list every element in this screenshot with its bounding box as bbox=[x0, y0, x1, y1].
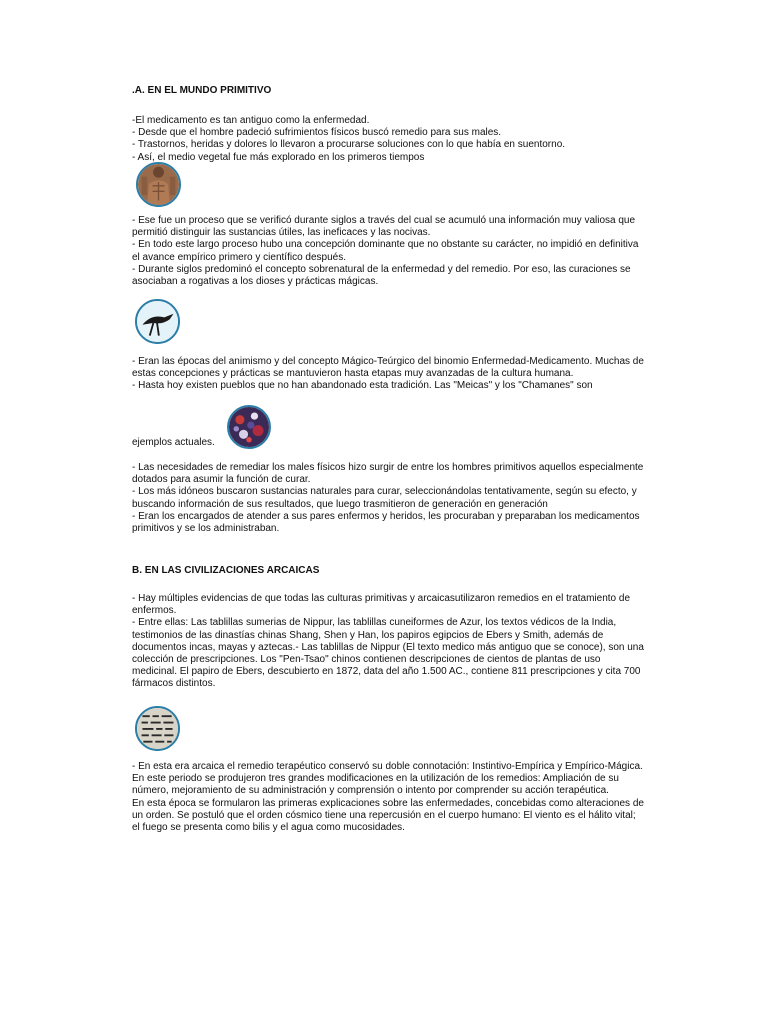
section-a-paragraph-3-tail: ejemplos actuales. bbox=[132, 437, 215, 448]
paragraph-line: - Hay múltiples evidencias de que todas las culturas primitivas y arcaicasutilizaron remedios en el tratamiento de enfermos. bbox=[132, 593, 631, 617]
paragraph-line: - Desde que el hombre padeció sufrimientos físicos buscó remedio para sus males. bbox=[132, 127, 502, 139]
paragraph-line: - Trastornos, heridas y dolores lo llevaron a procurarse soluciones con lo que había en suentorno. bbox=[132, 139, 566, 151]
paragraph-line: - Durante siglos predominó el concepto sobrenatural de la enfermedad y del remedio. Por eso, las curaciones se asociaban a rogativas a los dioses y prácticas mágicas. bbox=[132, 263, 631, 288]
section-a-paragraph-1 bbox=[132, 115, 644, 164]
section-b-paragraph-2 bbox=[132, 761, 644, 834]
paragraph-line: - Eran los encargados de atender a sus pares enfermos y heridos, les procuraban y preparaban los medicamentos primitivos y se los administraban. bbox=[132, 510, 640, 535]
paragraph-line: - En esta era arcaica el remedio terapéutico conservó su doble connotación: Instintivo-Empírica y Empírico-Mágica. En este periodo se produjeron tres grandes modificaciones en la utilización de los remedios: Ampliación de su número, mejoramiento de su administración y comprensión o intento por comprender su acción terapéutica. bbox=[132, 761, 643, 797]
section-a-title: .A. EN EL MUNDO PRIMITIVO bbox=[132, 85, 272, 96]
section-b-paragraph-1 bbox=[132, 593, 644, 691]
section-a-paragraph-4 bbox=[132, 462, 644, 535]
shaman-bird-image bbox=[135, 299, 180, 344]
meica-shaman-image bbox=[227, 405, 271, 449]
section-b-title: B. EN LAS CIVILIZACIONES ARCAICAS bbox=[132, 565, 320, 576]
paragraph-line: - Ese fue un proceso que se verificó durante siglos a través del cual se acumuló una información muy valiosa que permitió distinguir las sustancias útiles, las ineficaces y las nocivas. bbox=[132, 215, 636, 239]
cuneiform-tablet-image bbox=[135, 706, 180, 751]
paragraph-line: - Hasta hoy existen pueblos que no han abandonado esta tradición. Las "Meicas" y los "Chamanes" son bbox=[132, 380, 593, 392]
paragraph-line: -El medicamento es tan antiguo como la enfermedad. bbox=[132, 115, 370, 126]
primitive-man-image bbox=[136, 162, 181, 207]
paragraph-line: - Entre ellas: Las tablillas sumerias de Nippur, las tablillas cuneiformes de Azur, los textos védicos de la India, testimonios de las dinastías chinas Shang, Shen y Han, los papiros egipcios de Ebers y Smith, además de documentos incas, mayas y aztecas.- Las tablillas de Nippur (El texto medico más antiguo que se conoce), son una colección de prescripciones. Los "Pen-Tsao" chinos contienen descripciones de cientos de plantas de uso medicinal. El papiro de Ebers, descubierto en 1872, data del año 1.500 AC., contiene 811 prescripciones y cita 700 fármacos distintos. bbox=[132, 617, 644, 690]
paragraph-line: - En todo este largo proceso hubo una concepción dominante que no obstante su carácter, no impidió en definitiva el avance empírico primero y científico después. bbox=[132, 239, 639, 263]
paragraph-line: En esta época se formularon las primeras explicaciones sobre las enfermedades, concebidas como alteraciones de un orden. Se postuló que el orden cósmico tiene una repercusión en el cuerpo humano: El viento es el hálito vital; el fuego se presenta como bilis y el agua como mucosidades. bbox=[132, 797, 644, 834]
paragraph-line: - Así, el medio vegetal fue más explorado en los primeros tiempos bbox=[132, 151, 425, 163]
paragraph-line: - Los más idóneos buscaron sustancias naturales para curar, seleccionándolas tentativamente, según su efecto, y buscando información de sus resultados, que luego trasmitieron de generación en generación bbox=[132, 486, 637, 510]
section-a-paragraph-2 bbox=[132, 215, 644, 288]
section-a-paragraph-3 bbox=[132, 356, 644, 393]
paragraph-line: - Eran las épocas del animismo y del concepto Mágico-Teúrgico del binomio Enfermedad-Medicamento. Muchas de estas concepciones y prácticas se mantuvieron hasta etapas muy avanzadas de la cultura humana. bbox=[132, 356, 644, 380]
paragraph-line: - Las necesidades de remediar los males físicos hizo surgir de entre los hombres primitivos aquellos especialmente dotados para asumir la función de curar. bbox=[132, 462, 644, 486]
